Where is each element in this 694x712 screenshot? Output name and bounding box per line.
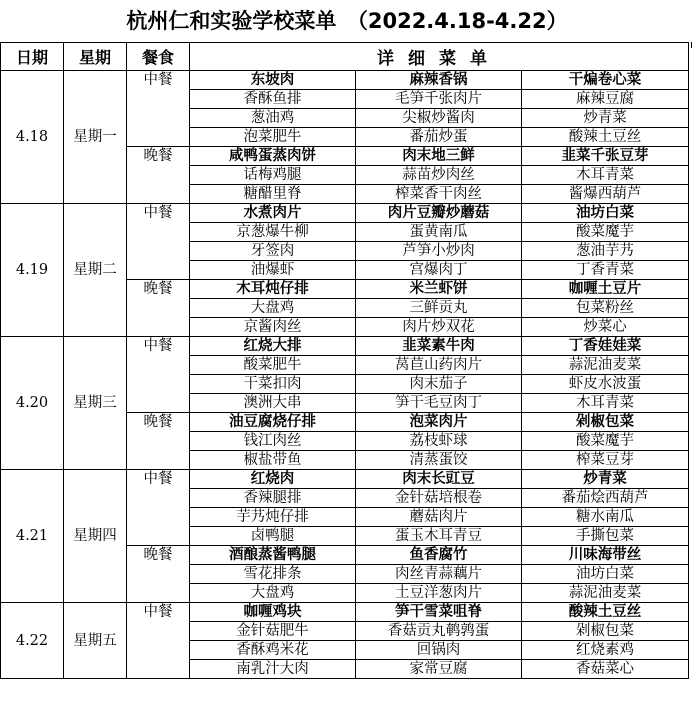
dish-cell: 泡菜肥牛 [190, 128, 356, 147]
date-cell: 4.21 [1, 470, 64, 603]
dish-cell: 金针菇肥牛 [190, 622, 356, 641]
dish-cell: 荔枝虾球 [356, 432, 522, 451]
dish-cell: 木耳青菜 [522, 394, 689, 413]
meal-label: 晚餐 [127, 147, 190, 204]
dish-cell: 南乳汁大肉 [190, 660, 356, 679]
dish-cell: 三鲜贡丸 [356, 299, 522, 318]
dish-cell: 话梅鸡腿 [190, 166, 356, 185]
dish-cell: 蒜苗炒肉丝 [356, 166, 522, 185]
header-row [1, 43, 689, 71]
dish-cell: 虾皮水波蛋 [522, 375, 689, 394]
dish-cell: 木耳青菜 [522, 166, 689, 185]
dish-cell: 莴苣山药肉片 [356, 356, 522, 375]
dish-cell: 鱼香腐竹 [356, 546, 522, 565]
dish-cell: 酱爆西葫芦 [522, 185, 689, 204]
dish-cell: 肉末地三鲜 [356, 147, 522, 166]
dish-cell: 京酱肉丝 [190, 318, 356, 337]
dish-cell: 葱油鸡 [190, 109, 356, 128]
dish-cell: 清蒸蛋饺 [356, 451, 522, 470]
dish-cell: 剁椒包菜 [522, 622, 689, 641]
header-detail: 详细菜单 [190, 43, 689, 71]
dish-cell: 酸辣土豆丝 [522, 128, 689, 147]
date-cell: 4.22 [1, 603, 64, 679]
menu-row [1, 603, 689, 622]
dish-cell: 韭菜素牛肉 [356, 337, 522, 356]
dish-cell: 东坡肉 [190, 71, 356, 90]
dish-cell: 木耳炖仔排 [190, 280, 356, 299]
dish-cell: 油豆腐烧仔排 [190, 413, 356, 432]
dish-cell: 香辣腿排 [190, 489, 356, 508]
dish-cell: 榨菜香干肉丝 [356, 185, 522, 204]
dish-cell: 卤鸭腿 [190, 527, 356, 546]
dish-cell: 酸辣土豆丝 [522, 603, 689, 622]
header-meal: 餐食 [127, 43, 190, 71]
dish-cell: 红烧素鸡 [522, 641, 689, 660]
dish-cell: 麻辣香锅 [356, 71, 522, 90]
dish-cell: 炒菜心 [522, 318, 689, 337]
dish-cell: 咖喱土豆片 [522, 280, 689, 299]
dish-cell: 芦笋小炒肉 [356, 242, 522, 261]
weekday-cell: 星期一 [64, 71, 127, 204]
date-cell: 4.20 [1, 337, 64, 470]
menu-row [1, 470, 689, 489]
dish-cell: 丁香青菜 [522, 261, 689, 280]
dish-cell: 米兰虾饼 [356, 280, 522, 299]
dish-cell: 咸鸭蛋蒸肉饼 [190, 147, 356, 166]
dish-cell: 川味海带丝 [522, 546, 689, 565]
dish-cell: 香菇菜心 [522, 660, 689, 679]
dish-cell: 番茄炒蛋 [356, 128, 522, 147]
dish-cell: 笋干雪菜咀脊 [356, 603, 522, 622]
dish-cell: 土豆洋葱肉片 [356, 584, 522, 603]
dish-cell: 京葱爆牛柳 [190, 223, 356, 242]
menu-row [1, 337, 689, 356]
dish-cell: 酸菜魔芋 [522, 432, 689, 451]
dish-cell: 干煸卷心菜 [522, 71, 689, 90]
dish-cell: 咖喱鸡块 [190, 603, 356, 622]
dish-cell: 蛋玉木耳青豆 [356, 527, 522, 546]
dish-cell: 油爆虾 [190, 261, 356, 280]
dish-cell: 蒜泥油麦菜 [522, 356, 689, 375]
weekday-cell: 星期四 [64, 470, 127, 603]
dish-cell: 回锅肉 [356, 641, 522, 660]
dish-cell: 炒青菜 [522, 470, 689, 489]
weekday-cell: 星期二 [64, 204, 127, 337]
dish-cell: 蒜泥油麦菜 [522, 584, 689, 603]
dish-cell: 干菜扣肉 [190, 375, 356, 394]
dish-cell: 笋干毛豆肉丁 [356, 394, 522, 413]
meal-label: 中餐 [127, 204, 190, 280]
dish-cell: 韭菜千张豆芽 [522, 147, 689, 166]
dish-cell: 红烧大排 [190, 337, 356, 356]
dish-cell: 麻辣豆腐 [522, 90, 689, 109]
dish-cell: 酸菜魔芋 [522, 223, 689, 242]
menu-body [1, 71, 689, 679]
dish-cell: 家常豆腐 [356, 660, 522, 679]
dish-cell: 肉片豆瓣炒蘑菇 [356, 204, 522, 223]
dish-cell: 炒青菜 [522, 109, 689, 128]
meal-label: 中餐 [127, 337, 190, 413]
dish-cell: 钱江肉丝 [190, 432, 356, 451]
menu-row [1, 204, 689, 223]
dish-cell: 蘑菇肉片 [356, 508, 522, 527]
dish-cell: 香酥鸡米花 [190, 641, 356, 660]
dish-cell: 金针菇培根卷 [356, 489, 522, 508]
dish-cell: 雪花排条 [190, 565, 356, 584]
header-date: 日期 [1, 43, 64, 71]
meal-label: 中餐 [127, 71, 190, 147]
dish-cell: 酸菜肥牛 [190, 356, 356, 375]
dish-cell: 尖椒炒酱肉 [356, 109, 522, 128]
dish-cell: 糖醋里脊 [190, 185, 356, 204]
weekday-cell: 星期五 [64, 603, 127, 679]
dish-cell: 油坊白菜 [522, 565, 689, 584]
dish-cell: 香菇贡丸鹌鹑蛋 [356, 622, 522, 641]
menu-title: 杭州仁和实验学校菜单 （2022.4.18-4.22） [126, 9, 568, 33]
dish-cell: 油坊白菜 [522, 204, 689, 223]
dish-cell: 大盘鸡 [190, 299, 356, 318]
meal-label: 中餐 [127, 470, 190, 546]
dish-cell: 椒盐带鱼 [190, 451, 356, 470]
meal-label: 晚餐 [127, 546, 190, 603]
dish-cell: 丁香娃娃菜 [522, 337, 689, 356]
date-cell: 4.19 [1, 204, 64, 337]
dish-cell: 毛笋千张肉片 [356, 90, 522, 109]
dish-cell: 葱油芋艿 [522, 242, 689, 261]
dish-cell: 水煮肉片 [190, 204, 356, 223]
border-line [691, 42, 692, 48]
dish-cell: 大盘鸡 [190, 584, 356, 603]
dish-cell: 泡菜肉片 [356, 413, 522, 432]
dish-cell: 澳洲大串 [190, 394, 356, 413]
meal-label: 晚餐 [127, 413, 190, 470]
dish-cell: 芋艿炖仔排 [190, 508, 356, 527]
dish-cell: 糖水南瓜 [522, 508, 689, 527]
dish-cell: 蛋黄南瓜 [356, 223, 522, 242]
date-cell: 4.18 [1, 71, 64, 204]
menu-row [1, 71, 689, 90]
dish-cell: 牙签肉 [190, 242, 356, 261]
dish-cell: 香酥鱼排 [190, 90, 356, 109]
dish-cell: 肉片炒双花 [356, 318, 522, 337]
dish-cell: 肉末长豇豆 [356, 470, 522, 489]
header-week: 星期 [64, 43, 127, 71]
dish-cell: 红烧肉 [190, 470, 356, 489]
dish-cell: 番茄烩西葫芦 [522, 489, 689, 508]
dish-cell: 剁椒包菜 [522, 413, 689, 432]
dish-cell: 酒酿蒸酱鸭腿 [190, 546, 356, 565]
meal-label: 晚餐 [127, 280, 190, 337]
dish-cell: 榨菜豆芽 [522, 451, 689, 470]
dish-cell: 手撕包菜 [522, 527, 689, 546]
menu-table [0, 42, 689, 679]
dish-cell: 宫爆肉丁 [356, 261, 522, 280]
dish-cell: 肉末茄子 [356, 375, 522, 394]
meal-label: 中餐 [127, 603, 190, 679]
weekday-cell: 星期三 [64, 337, 127, 470]
dish-cell: 包菜粉丝 [522, 299, 689, 318]
dish-cell: 肉丝青蒜藕片 [356, 565, 522, 584]
